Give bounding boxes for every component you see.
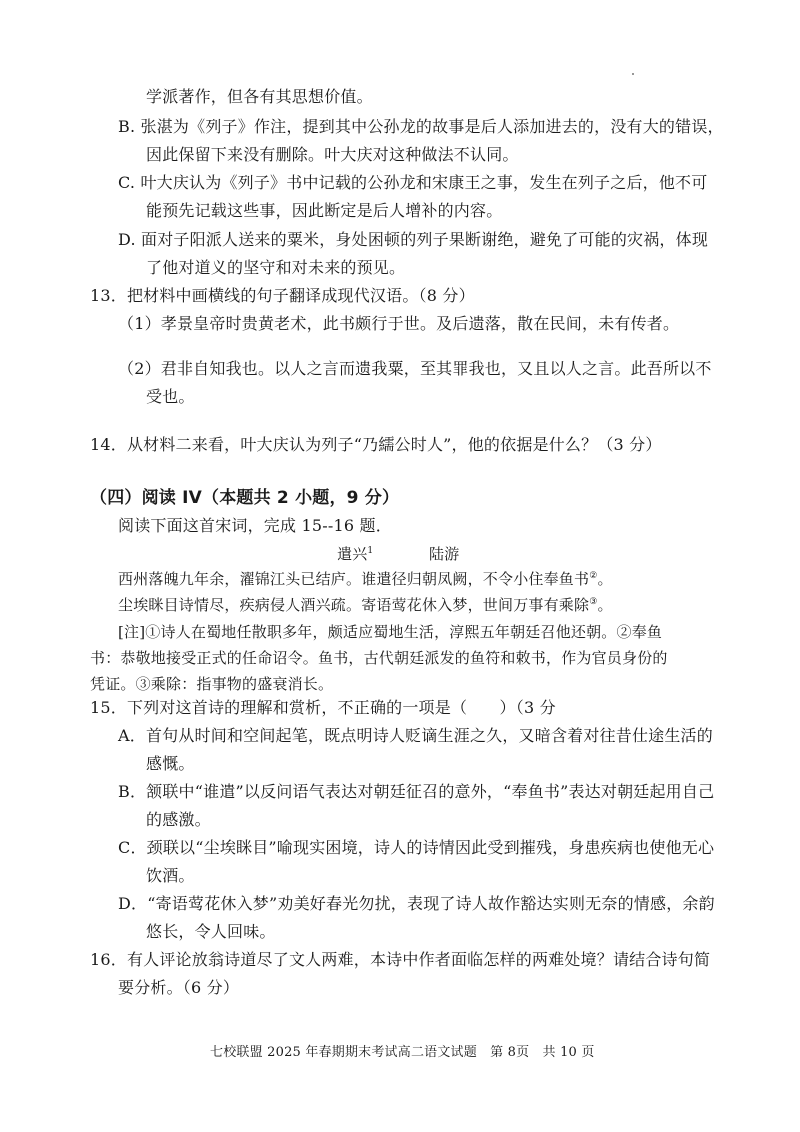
poem-line-1: 西州落魄九年余，濯锦江头已结庐。谁遣径归朝凤阙，不令小住奉鱼书②。	[118, 570, 613, 588]
q13-sentence-2-line2: 受也。	[146, 387, 195, 406]
q12-option-d-line2: 了他对道义的坚守和对未来的预见。	[146, 258, 406, 277]
poem-title-note: 1	[367, 546, 374, 556]
poem-notes-line1: [注]①诗人在蜀地任散职多年，颇适应蜀地生活，淳熙五年朝廷召他还朝。②奉鱼	[118, 623, 663, 641]
poem-line-2-note: ③	[589, 597, 598, 607]
q15-option-a-line1: A．首句从时间和空间起笔，既点明诗人贬谪生涯之久，又暗含着对往昔仕途生活的	[118, 726, 713, 745]
q12-option-c-line2: 能预先记载这些事，因此断定是后人增补的内容。	[146, 201, 503, 220]
q15-option-d-line2: 悠长，令人回味。	[146, 922, 276, 941]
poem-line-2: 尘埃眯目诗情尽，疾病侵人酒兴疏。寄语莺花休入梦，世间万事有乘除③。	[118, 596, 613, 614]
q15-option-d-line1: D．“寄语莺花休入梦”劝美好春光勿扰，表现了诗人故作豁达实则无奈的情感，余韵	[118, 894, 715, 913]
q12-option-c-line1: C. 叶大庆认为《列子》书中记载的公孙龙和宋康王之事，发生在列子之后，他不可	[118, 173, 708, 192]
page-footer: 七校联盟 2025 年春期期末考试高二语文试题 第 8页 共 10 页	[210, 1045, 595, 1060]
section-heading: （四）阅读 IV（本题共 2 小题，9 分）	[90, 488, 400, 508]
q16-stem-line1: 16．有人评论放翁诗道尽了文人两难，本诗中作者面临怎样的两难处境？请结合诗句简	[90, 950, 711, 969]
q13-stem: 13．把材料中画横线的句子翻译成现代汉语。（8 分）	[90, 286, 475, 305]
scan-speck	[632, 73, 634, 75]
q15-stem: 15．下列对这首诗的理解和赏析，不正确的一项是（ ）（3 分	[90, 698, 556, 717]
q15-option-b-line1: B．颔联中“谁遣”以反问语气表达对朝廷征召的意外，“奉鱼书”表达对朝廷起用自己	[118, 782, 715, 801]
poem-author: 陆游	[429, 545, 460, 563]
q12-option-b-line1: B. 张湛为《列子》作注，提到其中公孙龙的故事是后人添加进去的，没有大的错误，	[118, 117, 724, 136]
q15-option-a-line2: 感慨。	[146, 754, 195, 773]
poem-title: 遣兴$^1$	[337, 545, 374, 563]
q12-option-b-line2: 因此保留下来没有删除。叶大庆对这种做法不认同。	[146, 145, 519, 164]
q12-option-a-tail: 学派著作，但各有其思想价值。	[146, 87, 373, 106]
q16-stem-line2: 要分析。（6 分）	[118, 978, 240, 997]
q14-stem: 14．从材料二来看，叶大庆认为列子“乃繻公时人”，他的依据是什么？（3 分）	[90, 435, 662, 454]
poem-line-1-note: ②	[589, 571, 598, 581]
q15-option-b-line2: 的感激。	[146, 810, 211, 829]
q15-option-c-line2: 饮酒。	[146, 866, 195, 885]
q15-option-c-line1: C．颈联以“尘埃眯目”喻现实困境，诗人的诗情因此受到摧残，身患疾病也使他无心	[118, 838, 715, 857]
section-intro: 阅读下面这首宋词，完成 15--16 题．	[118, 516, 392, 535]
q12-option-d-line1: D. 面对子阳派人送来的粟米，身处困顿的列子果断谢绝，避免了可能的灾祸，体现	[118, 230, 709, 249]
q13-sentence-2-line1: （2）君非自知我也。以人之言而遗我粟，至其罪我也，又且以人之言。此吾所以不	[118, 359, 712, 378]
q13-sentence-1: （1）孝景皇帝时贵黄老术，此书颇行于世。及后遗落，散在民间，未有传者。	[118, 314, 680, 333]
poem-notes-line2: 书：恭敬地接受正式的任命诏令。鱼书，古代朝廷派发的鱼符和敕书，作为官员身份的	[90, 649, 668, 667]
poem-notes-line3: 凭证。③乘除：指事物的盛衰消长。	[90, 675, 334, 693]
